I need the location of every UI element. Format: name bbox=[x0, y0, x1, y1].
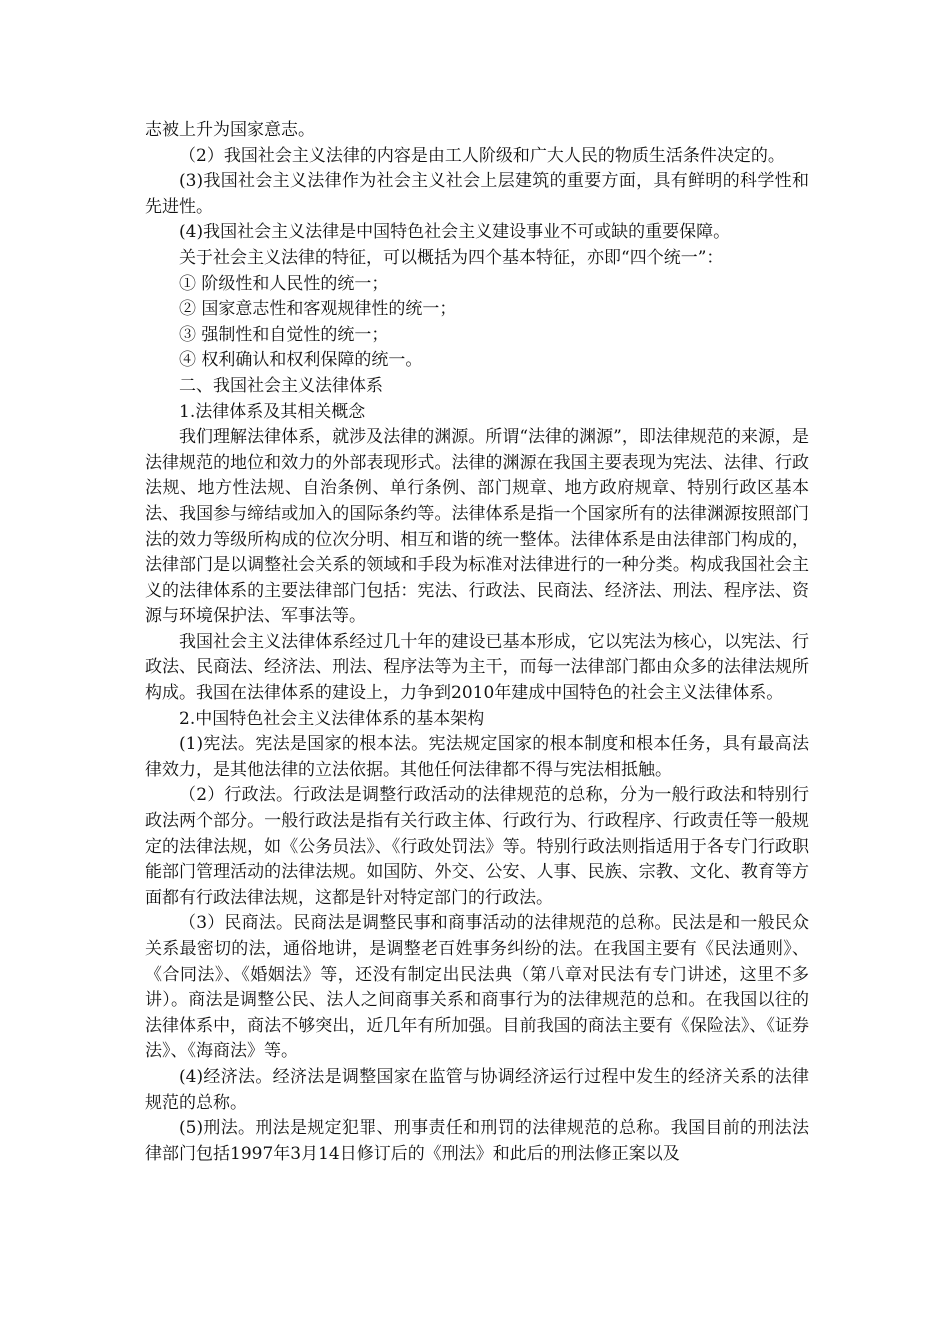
section-heading: 二、我国社会主义法律体系 bbox=[179, 375, 383, 396]
paragraph: （2）我国社会主义法律的内容是由工人阶级和广大人民的物质生活条件决定的。 bbox=[179, 145, 785, 166]
paragraph: 志被上升为国家意志。 bbox=[145, 120, 315, 140]
paragraph: (1)宪法。宪法是国家的根本法。宪法规定国家的根本制度和根本任务，具有最高法律效力，是其他法律的立法依据。其他任何法律都不得与宪法相抵触。 bbox=[145, 734, 809, 780]
paragraph: （3）民商法。民商法是调整民事和商事活动的法律规范的总称。民法是和一般民众关系最密切的法，通俗地讲，是调整老百姓事务纠纷的法。在我国主要有《民法通则》、《合同法》、《婚姻法》等，还没有制定出民法典（第八章对民法有专门讲述，这里不多讲）。商法是调整公民、法人之间商事关系和商事行为的法律规范的总和。在我国以往的法律体系中，商法不够突出，近几年有所加强。目前我国的商法主要有《保险法》、《证券法》、《海商法》等。 bbox=[145, 913, 809, 1062]
subsection-heading: 1.法律体系及其相关概念 bbox=[179, 401, 366, 422]
list-item: ④ 权利确认和权利保障的统一。 bbox=[179, 350, 423, 371]
subsection-heading: 2.中国特色社会主义法律体系的基本架构 bbox=[179, 708, 485, 729]
paragraph: 关于社会主义法律的特征，可以概括为四个基本特征，亦即“四个统一”： bbox=[179, 247, 724, 268]
document-page bbox=[145, 118, 809, 1167]
list-item: ③ 强制性和自觉性的统一； bbox=[179, 324, 389, 345]
paragraph: (5)刑法。刑法是规定犯罪、刑事责任和刑罚的法律规范的总称。我国目前的刑法法律部门包括1997年3月14日修订后的《刑法》和此后的刑法修正案以及 bbox=[145, 1118, 809, 1164]
paragraph: 我国社会主义法律体系经过几十年的建设已基本形成，它以宪法为核心，以宪法、行政法、民商法、经济法、刑法、程序法等为主干，而每一法律部门都由众多的法律法规所构成。我国在法律体系的建设上，力争到2010年建成中国特色的社会主义法律体系。 bbox=[145, 631, 809, 704]
paragraph: (4)我国社会主义法律是中国特色社会主义建设事业不可或缺的重要保障。 bbox=[179, 222, 731, 243]
paragraph: 我们理解法律体系，就涉及法律的渊源。所谓“法律的渊源”，即法律规范的来源，是法律规范的地位和效力的外部表现形式。法律的渊源在我国主要表现为宪法、法律、行政法规、地方性法规、自治条例、单行条例、部门规章、地方政府规章、特别行政区基本法、我国参与缔结或加入的国际条约等。法律体系是指一个国家所有的法律渊源按照部门法的效力等级所构成的位次分明、相互和谐的统一整体。法律体系是由法律部门构成的，法律部门是以调整社会关系的领域和手段为标准对法律进行的一种分类。构成我国社会主义的法律体系的主要法律部门包括：宪法、行政法、民商法、经济法、刑法、程序法、资源与环境保护法、军事法等。 bbox=[145, 427, 809, 627]
paragraph: (4)经济法。经济法是调整国家在监管与协调经济运行过程中发生的经济关系的法律规范的总称。 bbox=[145, 1066, 809, 1113]
paragraph: (3)我国社会主义法律作为社会主义社会上层建筑的重要方面，具有鲜明的科学性和先进性。 bbox=[145, 171, 809, 217]
list-item: ② 国家意志性和客观规律性的统一； bbox=[179, 299, 457, 320]
list-item: ① 阶级性和人民性的统一； bbox=[179, 273, 389, 294]
paragraph: （2）行政法。行政法是调整行政活动的法律规范的总称，分为一般行政法和特别行政法两个部分。一般行政法是指有关行政主体、行政行为、行政程序、行政责任等一般规定的法律法规，如《公务员法》、《行政处罚法》等。特别行政法则指适用于各专门行政职能部门管理活动的法律法规。如国防、外交、公安、人事、民族、宗教、文化、教育等方面都有行政法律法规，这都是针对特定部门的行政法。 bbox=[145, 785, 809, 908]
